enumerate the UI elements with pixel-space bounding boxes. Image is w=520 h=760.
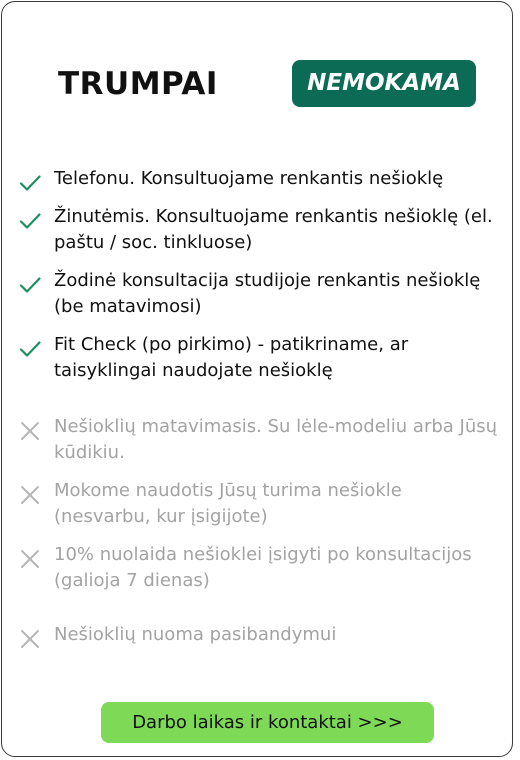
cross-icon [19,484,41,506]
feature-text: Fit Check (po pirkimo) - patikriname, ar taisyklingai naudojate nešioklę [54,334,409,381]
pricing-card [1,1,513,757]
contacts-button[interactable]: Darbo laikas ir kontaktai >>> [101,702,434,743]
feature-text: Nešioklių nuoma pasibandymui [54,624,337,645]
plan-title: TRUMPAI [58,66,218,102]
feature-text: Žinutėmis. Konsultuojame renkantis nešioklę (el. paštu / soc. tinkluose) [54,206,493,253]
cross-icon [19,548,41,570]
check-icon [19,274,41,296]
feature-text: Žodinė konsultacija studijoje renkantis nešioklę (be matavimosi) [54,270,481,317]
feature-text: Telefonu. Konsultuojame renkantis nešioklę [54,168,444,189]
check-icon [19,172,41,194]
feature-text: Mokome naudotis Jūsų turima nešiokle (nesvarbu, kur įsigijote) [54,480,402,527]
price-badge: NEMOKAMA [292,60,476,107]
check-icon [19,338,41,360]
cross-icon [19,420,41,442]
check-icon [19,210,41,232]
feature-text: Nešioklių matavimasis. Su lėle-modeliu arba Jūsų kūdikiu. [54,416,498,463]
feature-text: 10% nuolaida nešioklei įsigyti po konsultacijos (galioja 7 dienas) [54,544,472,591]
cross-icon [19,628,41,650]
